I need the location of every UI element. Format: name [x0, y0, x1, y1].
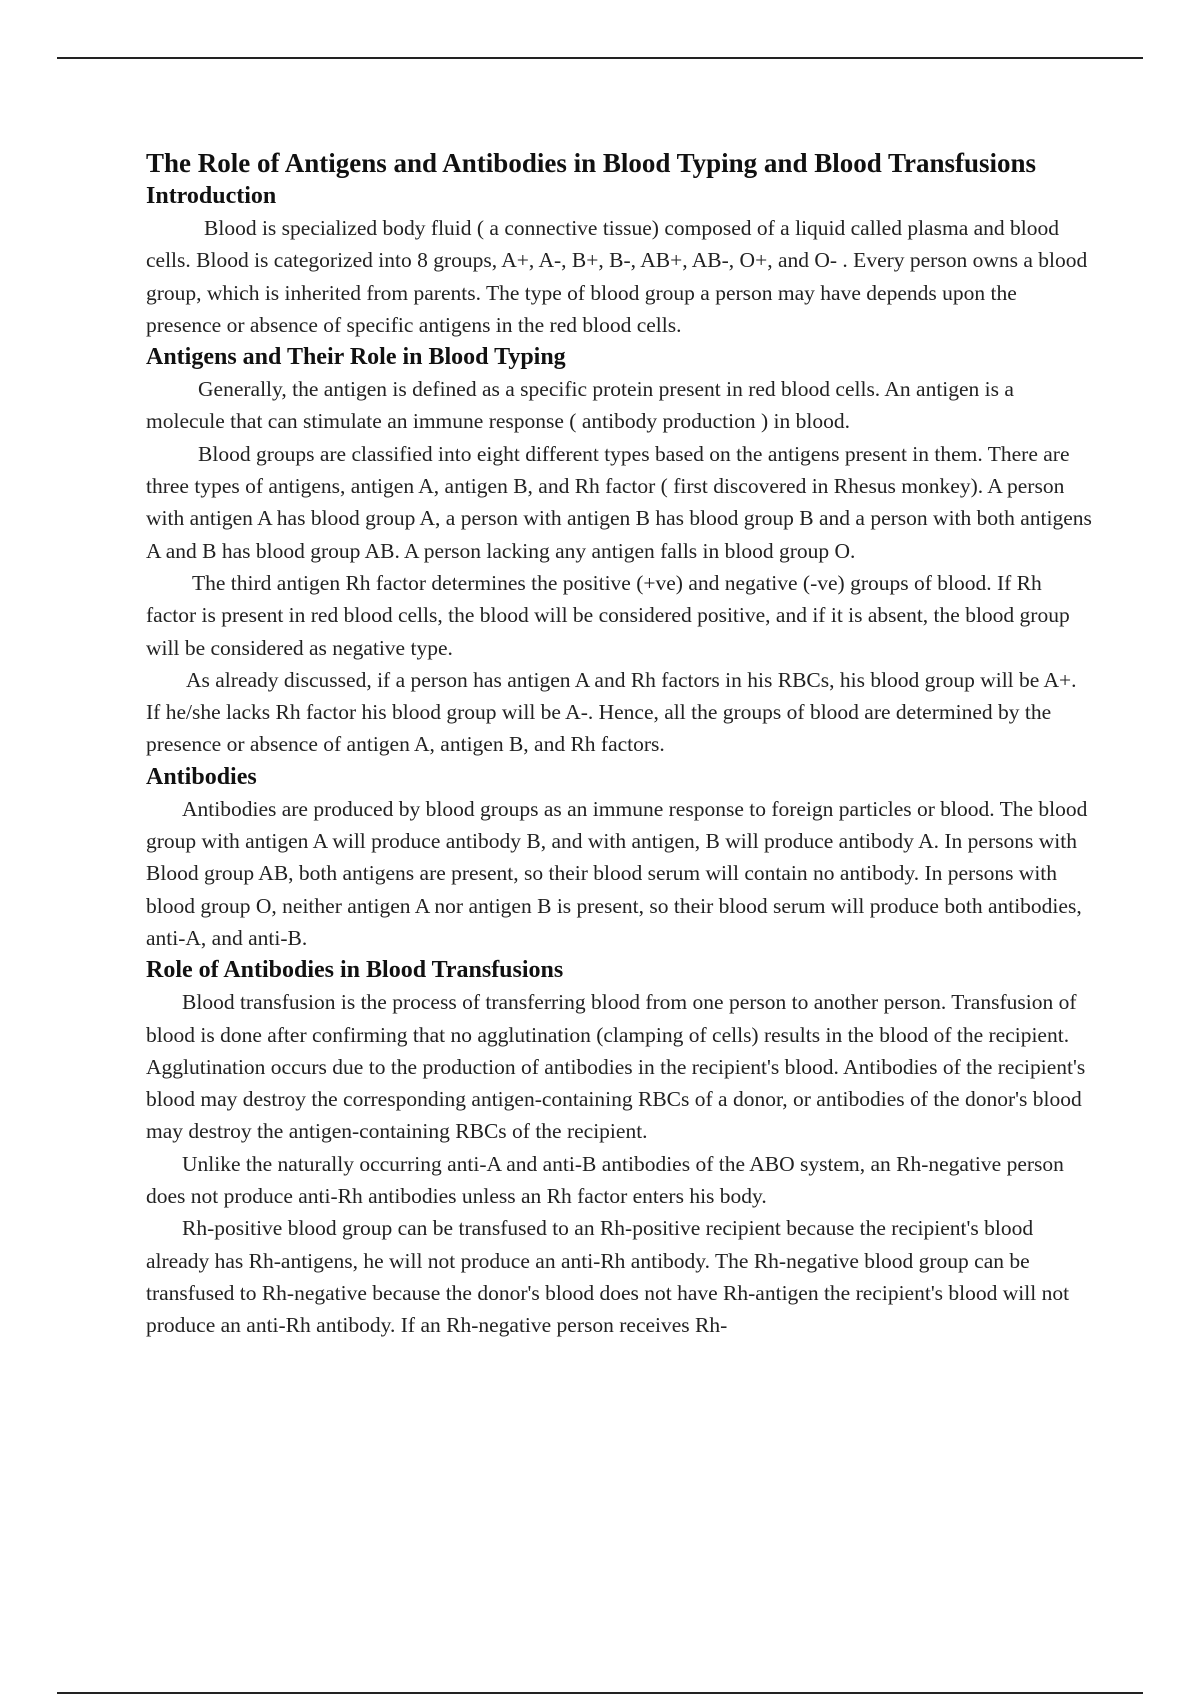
paragraph-antigens-1: Generally, the antigen is defined as a specific protein present in red blood cells. An antigen is a molecule that can stimulate an immune response ( antibody production ) in blood.: [146, 377, 1014, 434]
document-page: [146, 146, 1096, 1342]
paragraph-transfusions-2: Unlike the naturally occurring anti-A and anti-B antibodies of the ABO system, an Rh-negative person does not produce anti-Rh antibodies unless an Rh factor enters his body.: [146, 1151, 1064, 1209]
paragraph-antigens-2: Blood groups are classified into eight different types based on the antigens present in them. There are three types of antigens, antigen A, antigen B, and Rh factor ( first discovered in Rhesus monkey). A person with antigen A has blood group A, a person with antigen B has blood group B and a person with both antigens A and B has blood group AB. A person lacking any antigen falls in blood group O.: [146, 441, 1092, 563]
paragraph-transfusions-1: Blood transfusion is the process of transferring blood from one person to another person. Transfusion of blood is done after confirming that no agglutination (clamping of cells) results in the blood of the recipient. Agglutination occurs due to the production of antibodies in the recipient's blood. Antibodies of the recipient's blood may destroy the corresponding antigen-containing RBCs of a donor, or antibodies of the donor's blood may destroy the antigen-containing RBCs of the recipient.: [146, 990, 1086, 1144]
heading-antibodies: Antibodies: [146, 763, 257, 790]
paragraph-antibodies-1: Antibodies are produced by blood groups as an immune response to foreign particles or blood. The blood group with antigen A will produce antibody B, and with antigen, B will produce antibody A. In persons with Blood group AB, both antigens are present, so their blood serum will contain no antibody. In persons with blood group O, neither antigen A nor antigen B is present, so their blood serum will produce both antibodies, anti-A, and anti-B.: [146, 796, 1088, 950]
paragraph-antigens-3: The third antigen Rh factor determines the positive (+ve) and negative (-ve) groups of blood. If Rh factor is present in red blood cells, the blood will be considered positive, and if it is absent, the blood group will be considered as negative type.: [146, 570, 1070, 660]
paragraph-transfusions-3: Rh-positive blood group can be transfused to an Rh-positive recipient because the recipient's blood already has Rh-antigens, he will not produce an anti-Rh antibody. The Rh-negative blood group can be transfused to Rh-negative because the donor's blood does not have Rh-antigen the recipient's blood will not produce an anti-Rh antibody. If an Rh-negative person receives Rh-: [146, 1216, 1070, 1338]
document-title: The Role of Antigens and Antibodies in Blood Typing and Blood Transfusions: [146, 148, 1037, 178]
footer-rule: [57, 1692, 1143, 1694]
heading-introduction: Introduction: [146, 183, 277, 209]
heading-antigens: Antigens and Their Role in Blood Typing: [146, 344, 566, 371]
paragraph-intro-1: Blood is specialized body fluid ( a connective tissue) composed of a liquid called plasma and blood cells. Blood is categorized into 8 groups, A+, A-, B+, B-, AB+, AB-, O+, and O- . Every person owns a blood group, which is inherited from parents. The type of blood group a person may have depends upon the presence or absence of specific antigens in the red blood cells.: [146, 216, 1088, 337]
header-rule: [57, 57, 1143, 59]
heading-transfusions: Role of Antibodies in Blood Transfusions: [146, 957, 564, 984]
paragraph-antigens-4: As already discussed, if a person has antigen A and Rh factors in his RBCs, his blood group will be A+. If he/she lacks Rh factor his blood group will be A-. Hence, all the groups of blood are determined by the presence or absence of antigen A, antigen B, and Rh factors.: [146, 667, 1077, 757]
